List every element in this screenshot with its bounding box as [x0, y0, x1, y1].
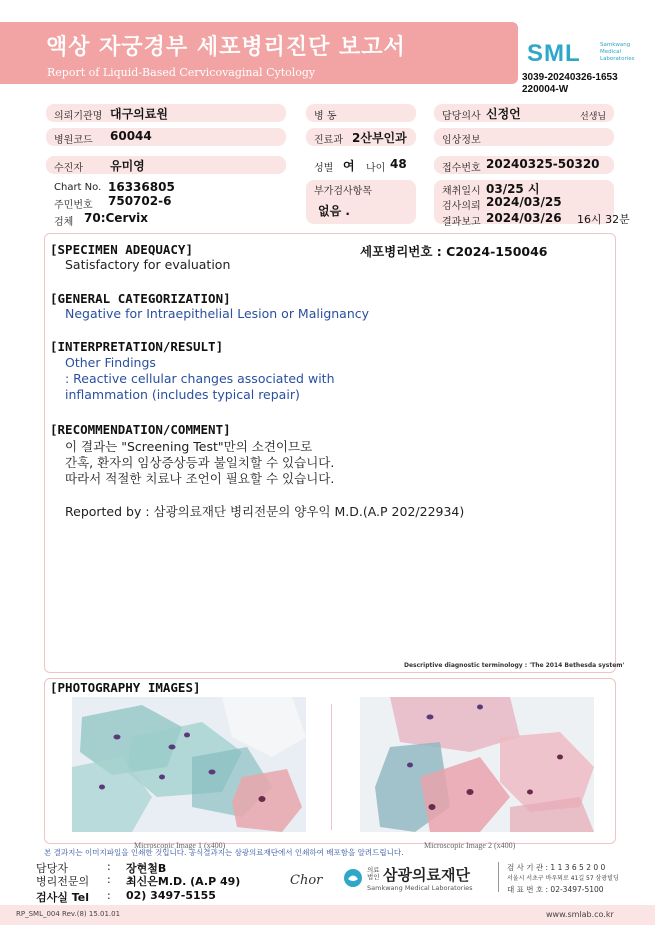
chart-value: 16336805	[108, 180, 175, 194]
sex-label: 성별	[314, 163, 334, 174]
rrn-label: 주민번호	[54, 200, 93, 211]
signature: Chor	[290, 873, 323, 888]
institution-value: 대구의료원	[110, 107, 168, 121]
pathologist-value: 최신은M.D. (A.P 49)	[126, 875, 241, 888]
caption-image-1: Microscopic Image 1 (x400)	[134, 841, 226, 850]
collect-label: 채취일시	[442, 186, 481, 197]
foundation-name-en: Samkwang Medical Laboratories	[367, 884, 473, 892]
age-value: 48	[390, 157, 407, 171]
caption-image-2: Microscopic Image 2 (x400)	[424, 841, 516, 850]
interpretation-line-1: Other Findings	[65, 355, 156, 370]
report-id-line-1: 3039-20240326-1653	[522, 72, 618, 83]
adequacy-text: Satisfactory for evaluation	[65, 257, 231, 272]
clinical-label: 임상정보	[442, 135, 481, 146]
request-value: 2024/03/25	[486, 195, 562, 209]
microscopic-image-1	[72, 697, 306, 832]
microscopic-image-2	[360, 697, 594, 832]
report-title: 액상 자궁경부 세포병리진단 보고서	[46, 35, 406, 60]
hospital-code-label: 병원코드	[54, 135, 93, 146]
foundation-info	[507, 862, 652, 895]
pathologist-colon: :	[107, 873, 111, 886]
general-heading: [GENERAL CATEGORIZATION]	[50, 291, 231, 306]
foundation-logo	[343, 862, 493, 896]
photo-heading: [PHOTOGRAPHY IMAGES]	[50, 680, 201, 695]
rrn-value: 750702-6	[108, 194, 172, 208]
recommendation-line-1: 이 결과는 "Screening Test"만의 소견이므로	[65, 439, 313, 454]
logo-text: SML	[527, 40, 581, 67]
website-link[interactable]: www.smlab.co.kr	[546, 910, 614, 919]
result-time: 16시 32분	[577, 213, 630, 226]
recommendation-line-3: 따라서 적절한 치료나 조언이 필요할 수 있습니다.	[65, 471, 335, 486]
pathology-number: 세포병리번호 : C2024-150046	[360, 244, 548, 259]
foundation-prefix: 의료법인	[367, 866, 380, 881]
patient-label: 수진자	[54, 163, 83, 174]
doctor-label: 담당의사	[442, 111, 481, 122]
foundation-info-3: 대 표 번 호 : 02-3497-5100	[507, 885, 604, 894]
form-code: RP_SML_004 Rev.(8) 15.01.01	[16, 910, 121, 918]
foundation-name: 삼광의료재단	[383, 866, 470, 884]
photo-divider	[331, 704, 332, 830]
general-text: Negative for Intraepithelial Lesion or Malignancy	[65, 306, 370, 321]
foundation-info-2: 서울시 서초구 바우뫼로 41길 57 삼광빌딩	[507, 875, 619, 882]
recommendation-line-2: 간혹, 환자의 임상증상등과 불일치할 수 있습니다.	[65, 455, 335, 470]
sml-logo	[527, 40, 647, 70]
doctor-suffix: 선생님	[580, 112, 607, 122]
hospital-code-value: 60044	[110, 129, 152, 143]
foundation-info-1: 검 사 기 관 : 1 1 3 6 5 2 0 0	[507, 863, 606, 872]
adequacy-heading: [SPECIMEN ADEQUACY]	[50, 242, 193, 257]
patient-value: 유미영	[110, 159, 145, 173]
terminology-note: Descriptive diagnostic terminology : 'The 2014 Bethesda system'	[404, 662, 625, 669]
specimen-label: 검체	[54, 217, 74, 228]
tel-value: 02) 3497-5155	[126, 889, 216, 902]
sex-value: 여	[343, 159, 355, 173]
staff-label: 담당자	[36, 862, 68, 875]
collect-value: 03/25 시	[486, 182, 540, 196]
report-id-line-2: 220004-W	[522, 84, 569, 95]
foundation-emblem-icon	[343, 868, 363, 888]
institution-label: 의뢰기관명	[54, 111, 103, 122]
accession-value: 20240325-50320	[486, 157, 600, 171]
result-value: 2024/03/26	[486, 211, 562, 225]
staff-colon: :	[107, 860, 111, 873]
dept-label: 진료과	[314, 135, 343, 146]
extra-label: 부가검사항목	[314, 186, 372, 197]
interpretation-line-2: : Reactive cellular changes associated with	[65, 371, 335, 386]
staff-value: 장현철B	[126, 862, 167, 875]
specimen-value: 70:Cervix	[84, 211, 149, 225]
ward-label: 병 동	[314, 111, 337, 122]
pathologist-label: 병리전문의	[36, 875, 90, 888]
doctor-value: 신정언	[486, 107, 521, 121]
interpretation-line-3: inflammation (includes typical repair)	[65, 387, 300, 402]
interpretation-heading: [INTERPRETATION/RESULT]	[50, 339, 224, 354]
report-id	[522, 72, 652, 96]
recommendation-heading: [RECOMMENDATION/COMMENT]	[50, 422, 231, 437]
chart-label: Chart No.	[54, 182, 102, 193]
tel-label: 검사실 Tel	[36, 891, 89, 904]
tel-colon: :	[107, 889, 111, 902]
dept-value: 2산부인과	[352, 131, 407, 145]
age-label: 나이	[366, 163, 386, 174]
report-subtitle: Report of Liquid-Based Cervicovaginal Cytology	[47, 66, 316, 79]
result-label: 결과보고	[442, 217, 481, 228]
footer-divider	[498, 862, 499, 892]
logo-subtext: Samkwang Medical Laboratories	[600, 42, 635, 62]
print-notice: 본 결과지는 이미지파일을 인쇄한 것입니다. 공식결과지는 삼광의료재단에서 인쇄하여 배포함을 알려드립니다.	[44, 848, 404, 857]
extra-value: 없음 .	[318, 204, 350, 218]
accession-label: 접수번호	[442, 163, 481, 174]
reported-by: Reported by : 삼광의료재단 병리전문의 양우익 M.D.(A.P 202/22934)	[65, 504, 465, 519]
request-label: 검사의뢰	[442, 201, 481, 212]
